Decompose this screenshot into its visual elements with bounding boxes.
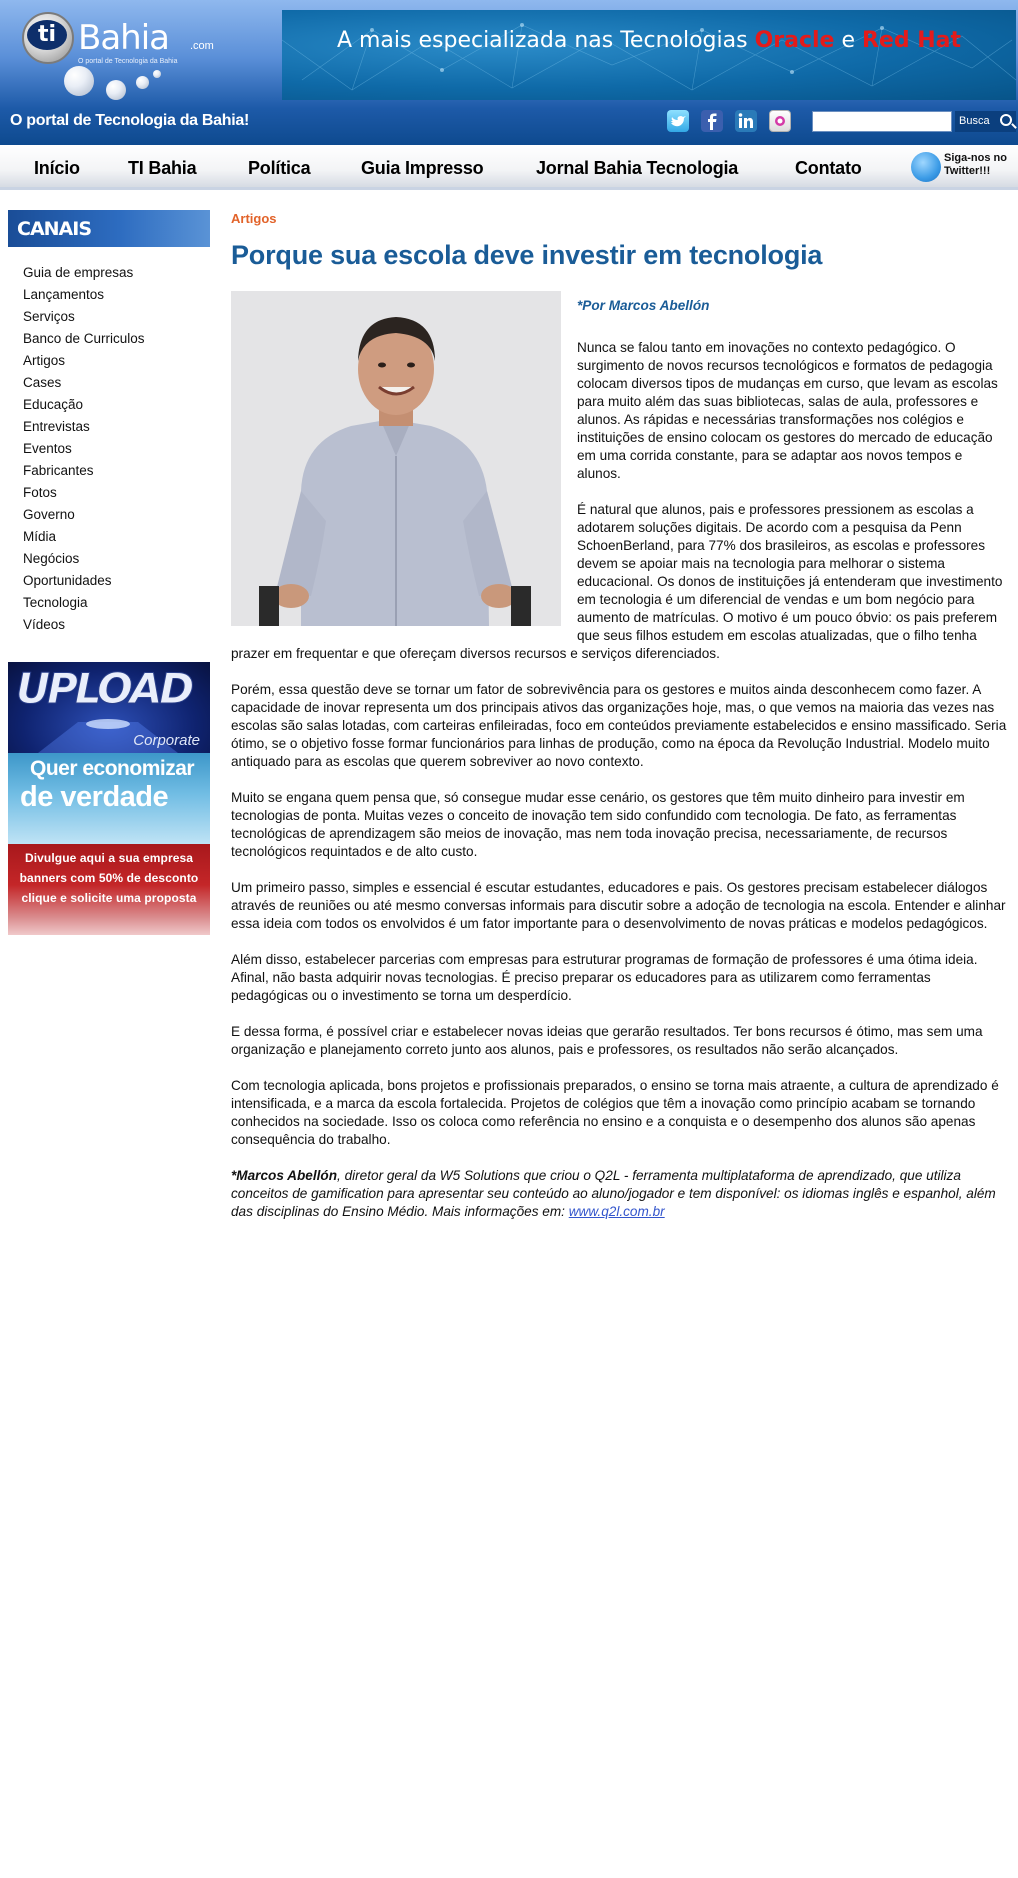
logo-ti-mark: ti	[27, 20, 67, 50]
sidebar-menu	[23, 262, 145, 636]
ad-divulgue-line: banners com 50% de desconto	[19, 871, 199, 885]
sidebar-item-fotos[interactable]: Fotos	[23, 485, 57, 500]
banner-text	[282, 28, 1016, 53]
bubble-icon	[106, 80, 126, 100]
ad-economizar-line1: Quer economizar	[30, 757, 195, 780]
sidebar-item-educacao[interactable]: Educação	[23, 397, 84, 412]
article-paragraph: Com tecnologia aplicada, bons projetos e profissionais preparados, o ensino se torna mais atraente, a cultura de aprendizado é intensificada, e a marca da escola fortalecida. Projetos de colégios que têm a inovação como princípio acabam se tornando conhecidos na sociedade. Isso os coloca como referência no ensino e a conquista e o desempenho dos alunos são apenas consequência do trabalho.	[231, 1078, 999, 1147]
author-bio-link[interactable]: www.q2l.com.br	[568, 1204, 665, 1219]
header-banner[interactable]	[282, 10, 1016, 100]
banner-brand-redhat: Red Hat	[862, 28, 962, 53]
main-nav	[0, 145, 1018, 190]
article-paragraph: E dessa forma, é possível criar e estabelecer novas ideias que gerarão resultados. Ter bons recursos é ótimo, mas sem uma organização e planejamento correto junto aos alunos, pais e professores, os resultados não serão alcançados.	[231, 1024, 983, 1057]
bubble-icon	[136, 76, 149, 89]
ad-upload-subtitle: Corporate	[133, 732, 200, 749]
article-paragraph: Muito se engana quem pensa que, só consegue mudar esse cenário, os gestores que têm muito dinheiro para investir em tecnologias de ponta. Muitas vezes o conceito de inovação tem sido confundido com tecnologia. De fato, as ferramentas tecnológicas de aprendizagem são meios de inovação, mas nem toda inovação precisa, necessariamente, de recursos tecnológicos requintados e de alto custo.	[231, 790, 965, 859]
ad-economizar[interactable]	[8, 753, 210, 844]
article-paragraph: Além disso, estabelecer parcerias com empresas para estruturar programas de formação de professores é uma ótima ideia. Afinal, não basta adquirir novas tecnologias. É preciso preparar os educadores para as utilizarem como ferramentas pedagógicas ou o investimento se torna um desperdício.	[231, 952, 978, 1003]
sidebar-item-videos[interactable]: Vídeos	[23, 617, 66, 632]
author-portrait-icon	[231, 291, 561, 626]
article-paragraph: Um primeiro passo, simples e essencial é escutar estudantes, educadores e pais. Os gestores precisam estabelecer diálogos através de reuniões ou até mesmo conversas informais para discutir sobre a adoção de tecnologia na escola. Entender e alinhar essa ideia com todos os envolvidos é um fator importante para o desenvolvimento de novas práticas e modelos pedagógicos.	[231, 880, 1006, 931]
nav-inicio[interactable]: Início	[34, 158, 80, 178]
nav-guia-impresso[interactable]: Guia Impresso	[361, 158, 484, 178]
nav-jornal-bahia-tecnologia[interactable]: Jornal Bahia Tecnologia	[536, 158, 739, 178]
logo-tagline: O portal de Tecnologia da Bahia	[78, 58, 178, 65]
search-input[interactable]	[812, 111, 952, 132]
sidebar-item-lancamentos[interactable]: Lançamentos	[23, 287, 105, 302]
author-bio-name: *Marcos Abellón	[231, 1168, 338, 1183]
sidebar-item-artigos[interactable]: Artigos	[23, 353, 66, 368]
search-button-label: Busca	[959, 115, 990, 127]
linkedin-icon[interactable]	[735, 110, 757, 132]
sidebar-item-midia[interactable]: Mídia	[23, 529, 57, 544]
twitter-follow-label: Siga-nos no Twitter!!!	[944, 152, 1007, 177]
author-bio-text: , diretor geral da W5 Solutions que criou o Q2L - ferramenta multiplataforma de aprendizado, que utiliza conceitos de gamification para apresentar seu conteúdo ao aluno/jogador e tem disponível: os idiomas inglês e espanhol, além das disciplinas do Ensino Médio. Mais informações em:	[231, 1168, 996, 1219]
nav-contato[interactable]: Contato	[795, 158, 862, 178]
logo-name: Bahia	[78, 18, 169, 58]
sidebar-header	[8, 210, 210, 247]
article-paragraph: Nunca se falou tanto em inovações no contexto pedagógico. O surgimento de novos recursos tecnológicos e formatos de pedagogia colocam diversos tipos de mudanças em curso, que levam as escolas para muito além das suas bibliotecas, salas de aula, professores e alunos. As rápidas e necessárias transformações nos colégios e instituições de ensino colocam os gestores do mercado de educação em uma corrida constante, para se adaptar aos novos tempos e alunos.	[577, 340, 998, 481]
article-category[interactable]: Artigos	[231, 211, 277, 226]
ad-divulgue-line: Divulgue aqui a sua empresa	[24, 851, 194, 865]
bubble-icon	[64, 66, 94, 96]
article-paragraph: É natural que alunos, pais e professores pressionem as escolas a adotarem soluções digitais. De acordo com a pesquisa da Penn SchoenBerland, para 77% dos brasileiros, as escolas e professores devem se apoiar mais na tecnologia para melhorar o sistema educacional. Os donos de instituições já entenderam que investimento em tecnologia é um diferencial de vendas e um bom negócio para aumento de matrículas. O motivo é um pouco óbvio: os pais preferem que seus filhos estudem em escolas atualizadas, que o filho tenha prazer em frequentar e que ofereçam diversos recursos e serviços diferenciados.	[231, 502, 1003, 661]
ad-divulgue-line: clique e solicite uma proposta	[21, 891, 197, 905]
article-author: *Por Marcos Abellón	[577, 298, 710, 313]
site-logo[interactable]	[18, 10, 218, 70]
search-button[interactable]	[955, 111, 1016, 132]
facebook-icon[interactable]	[701, 110, 723, 132]
ad-divulgue[interactable]	[8, 844, 210, 935]
banner-text-pre: A mais especializada nas Tecnologias	[336, 28, 755, 53]
sidebar-item-cases[interactable]: Cases	[23, 375, 62, 390]
sidebar-item-fabricantes[interactable]: Fabricantes	[23, 463, 94, 478]
bubble-icon	[153, 70, 161, 78]
author-bio	[231, 1167, 1009, 1221]
ad-upload-corporate[interactable]	[8, 662, 210, 753]
sidebar-item-banco-de-curriculos[interactable]: Banco de Curriculos	[23, 331, 145, 346]
logo-dotcom: .com	[190, 40, 214, 52]
twitter-bird-icon	[911, 152, 941, 182]
ad-divulgue-text	[8, 848, 210, 908]
sidebar-header-label: CANAIS	[17, 218, 92, 240]
sidebar-item-servicos[interactable]: Serviços	[23, 309, 75, 324]
site-header	[0, 0, 1018, 145]
sidebar-item-guia-de-empresas[interactable]: Guia de empresas	[23, 265, 134, 280]
sidebar-item-entrevistas[interactable]: Entrevistas	[23, 419, 90, 434]
sidebar-item-governo[interactable]: Governo	[23, 507, 75, 522]
ad-upload-title: UPLOAD	[16, 664, 192, 713]
site-slogan: O portal de Tecnologia da Bahia!	[10, 112, 250, 129]
banner-network-icon	[282, 10, 1016, 100]
ad-economizar-line2: de verdade	[20, 781, 169, 813]
article-title: Porque sua escola deve investir em tecnologia	[231, 240, 823, 270]
flickr-icon[interactable]	[769, 110, 791, 132]
banner-text-mid: e	[834, 28, 862, 53]
sidebar-item-negocios[interactable]: Negócios	[23, 551, 80, 566]
nav-ti-bahia[interactable]: TI Bahia	[128, 158, 197, 178]
magnifier-icon	[1000, 114, 1012, 126]
article-paragraph: Porém, essa questão deve se tornar um fator de sobrevivência para os gestores e muitos ainda desconhecem como fazer. A capacidade de inovar representa um dos principais ativos das organizações hoje, mas, o que vemos na maioria das vezes nas escolas são salas lotadas, com carteiras enfileiradas, foco em conteúdos previamente estabelecidos e ensino massificado. Seria ótimo, se o objetivo fosse formar funcionários para linhas de produção, como na época da Revolução Industrial. Modelo muito antiquado para as escolas que querem sobreviver ao novo contexto.	[231, 682, 1007, 769]
nav-politica[interactable]: Política	[248, 158, 311, 178]
sidebar-item-eventos[interactable]: Eventos	[23, 441, 72, 456]
twitter-follow-button[interactable]	[908, 148, 1018, 188]
sidebar-item-tecnologia[interactable]: Tecnologia	[23, 595, 88, 610]
article-body	[231, 291, 1009, 1239]
author-photo	[231, 291, 561, 626]
sidebar-item-oportunidades[interactable]: Oportunidades	[23, 573, 112, 588]
banner-brand-oracle: Oracle	[754, 28, 835, 53]
twitter-icon[interactable]	[667, 110, 689, 132]
